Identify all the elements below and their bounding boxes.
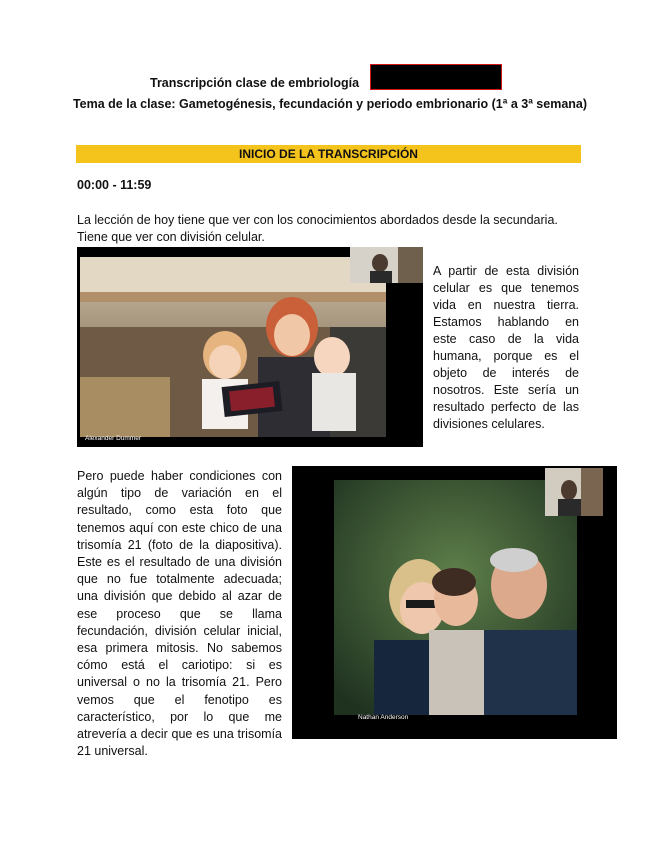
photo-credit: Alexander Dummer <box>85 435 141 442</box>
section-timestamp: 00:00 - 11:59 <box>77 178 152 192</box>
slide-image-family <box>77 247 423 447</box>
family-photo <box>80 257 386 437</box>
class-topic: Tema de la clase: Gametogénesis, fecundación y periodo embrionario (1ª a 3ª semana) <box>72 97 588 111</box>
redacted-name-box <box>370 64 502 90</box>
webcam-thumbnail-2 <box>545 468 603 516</box>
webcam-thumbnail <box>350 247 423 283</box>
paragraph-intro: La lección de hoy tiene que ver con los conocimientos abordados desde la secundaria. Tiene que ver con división celular. <box>77 213 558 244</box>
paragraph-cell-division: A partir de esta división celular es que tenemos vida en nuestra tierra. Estamos hablando en este caso de la vida humana, porque es el objeto de interés de nosotros. Este sería un resultado perfecto de las divisiones celulares. <box>433 264 579 431</box>
transcription-start-banner: INICIO DE LA TRANSCRIPCIÓN <box>76 145 581 163</box>
slide-image-trisomy <box>292 466 617 739</box>
photo-credit-2: Nathan Anderson <box>358 714 409 721</box>
paragraph-trisomy: Pero puede haber condiciones con algún tipo de variación en el resultado, como esta foto que tenemos aquí con este chico de una trisomía 21 (foto de la diapositiva). Este es el resultado de una división que no fue totalmente adecuada; una división que debido al azar de ese proceso que se llama fecundación, división celular inicial, esa primera mitosis. No sabemos cómo está el cariotipo: si es universal o no la trisomía 21. Pero vemos que el fenotipo es característico, por lo que me atrevería a decir que es una trisomía 21 universal. <box>77 469 282 759</box>
trisomy-photo <box>334 480 577 715</box>
document-title: Transcripción clase de embriología <box>150 76 360 90</box>
